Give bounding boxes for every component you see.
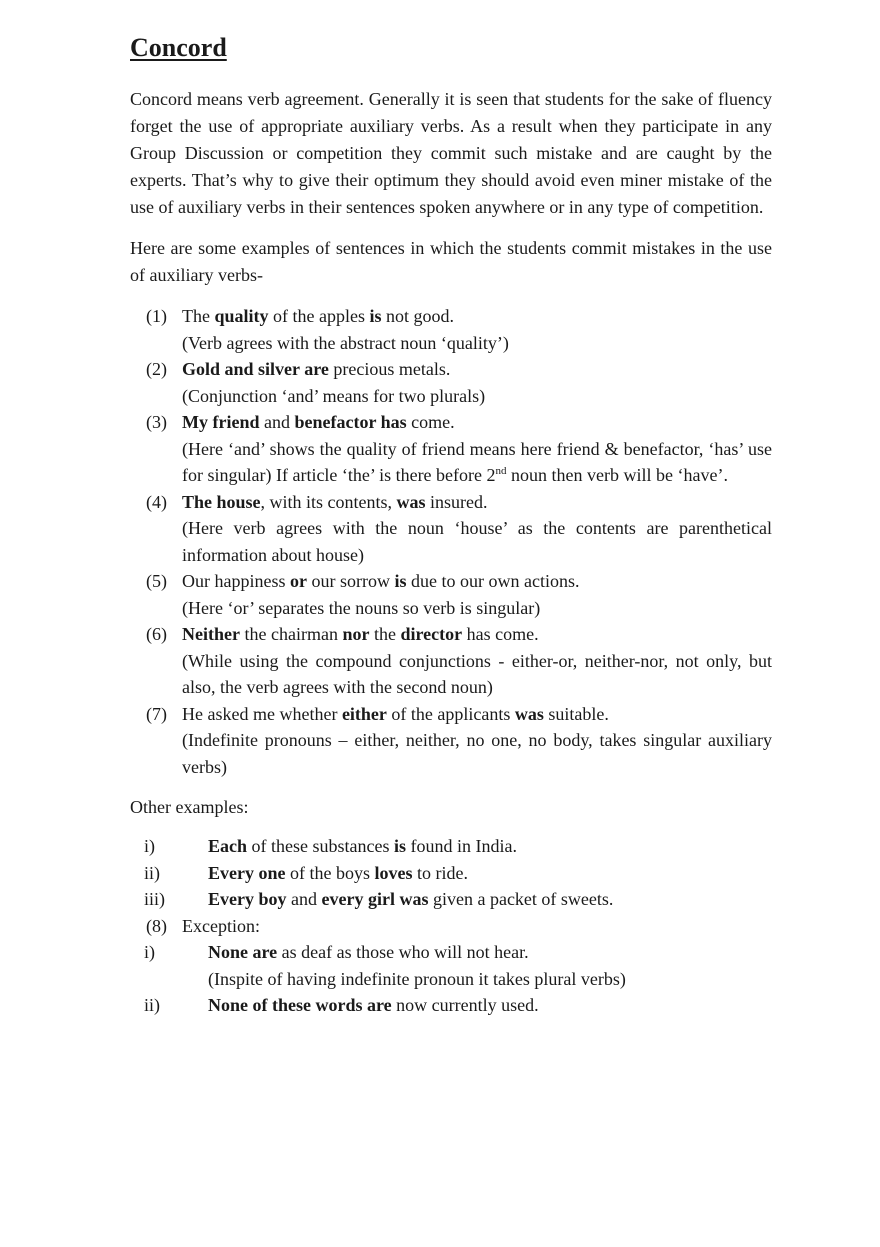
example-note: (Verb agrees with the abstract noun ‘quality’)	[182, 332, 509, 353]
example-note: (Conjunction ‘and’ means for two plurals)	[182, 385, 486, 406]
example-note: (Here ‘or’ separates the nouns so verb is singular)	[182, 597, 541, 618]
example-sentence: Gold and silver are precious metals.	[182, 359, 451, 379]
other-example-sentence: Every one of the boys loves to ride.	[208, 862, 468, 883]
roman-numeral: iii)	[144, 889, 165, 909]
roman-numeral: ii)	[144, 995, 160, 1015]
exception-label: Exception:	[182, 915, 260, 936]
exception-item	[130, 939, 772, 992]
example-number: (3)	[146, 412, 167, 432]
exception-number: (8)	[146, 915, 167, 936]
example-note: (Here ‘and’ shows the quality of friend means here friend & benefactor, ‘has’ use for singular) If article ‘the’ is there before 2nd noun then verb will be ‘have’.	[182, 438, 772, 485]
example-sentence: Our happiness or our sorrow is due to our own actions.	[182, 571, 580, 591]
example-sentence: Neither the chairman nor the director has come.	[182, 624, 539, 644]
example-number: (2)	[146, 359, 167, 379]
example-item	[130, 568, 772, 621]
example-sentence: My friend and benefactor has come.	[182, 412, 455, 432]
roman-numeral: i)	[144, 836, 155, 856]
exception-heading	[130, 913, 772, 940]
roman-numeral: ii)	[144, 862, 160, 883]
example-number: (4)	[146, 491, 167, 512]
example-item	[130, 621, 772, 701]
page-title: Concord	[130, 33, 227, 62]
example-note: (While using the compound conjunctions - either-or, neither-nor, not only, but also, the verb agrees with the second noun)	[182, 650, 772, 697]
example-note: (Here verb agrees with the noun ‘house’ as the contents are parenthetical information about house)	[182, 518, 772, 565]
document-page	[130, 30, 772, 1019]
exception-item	[130, 992, 772, 1019]
other-example-sentence: Every boy and every girl was given a packet of sweets.	[208, 889, 614, 909]
other-examples-list	[130, 833, 772, 1019]
example-sentence: He asked me whether either of the applicants was suitable.	[182, 703, 609, 724]
example-item	[130, 701, 772, 781]
example-number: (5)	[146, 571, 167, 591]
other-example-item	[130, 860, 772, 887]
example-sentence: The house, with its contents, was insured.	[182, 491, 488, 512]
example-sentence: The quality of the apples is not good.	[182, 306, 455, 326]
examples-list	[130, 303, 772, 780]
other-example-item	[130, 886, 772, 913]
other-examples-label: Other examples:	[130, 797, 249, 817]
exception-sentence: None are as deaf as those who will not hear.	[208, 942, 529, 962]
example-item	[130, 489, 772, 569]
example-item	[130, 409, 772, 489]
roman-numeral: i)	[144, 942, 155, 962]
example-number: (1)	[146, 306, 167, 326]
example-item	[130, 356, 772, 409]
other-example-item	[130, 833, 772, 860]
example-item	[130, 303, 772, 356]
exception-sentence: None of these words are now currently used.	[208, 995, 539, 1015]
lead-paragraph: Here are some examples of sentences in which the students commit mistakes in the use of auxiliary verbs-	[130, 238, 772, 285]
exception-note: (Inspite of having indefinite pronoun it takes plural verbs)	[208, 968, 626, 989]
example-number: (6)	[146, 624, 167, 644]
example-number: (7)	[146, 703, 167, 724]
other-example-sentence: Each of these substances is found in India.	[208, 836, 517, 856]
intro-paragraph: Concord means verb agreement. Generally it is seen that students for the sake of fluency forget the use of appropriate auxiliary verbs. As a result when they participate in any Group Discussion or competition they commit such mistake and are caught by the experts. That’s why to give their optimum they should avoid even miner mistake of the use of auxiliary verbs in their sentences spoken anywhere or in any type of competition.	[130, 89, 772, 217]
example-note: (Indefinite pronouns – either, neither, no one, no body, takes singular auxiliary verbs)	[182, 730, 772, 777]
